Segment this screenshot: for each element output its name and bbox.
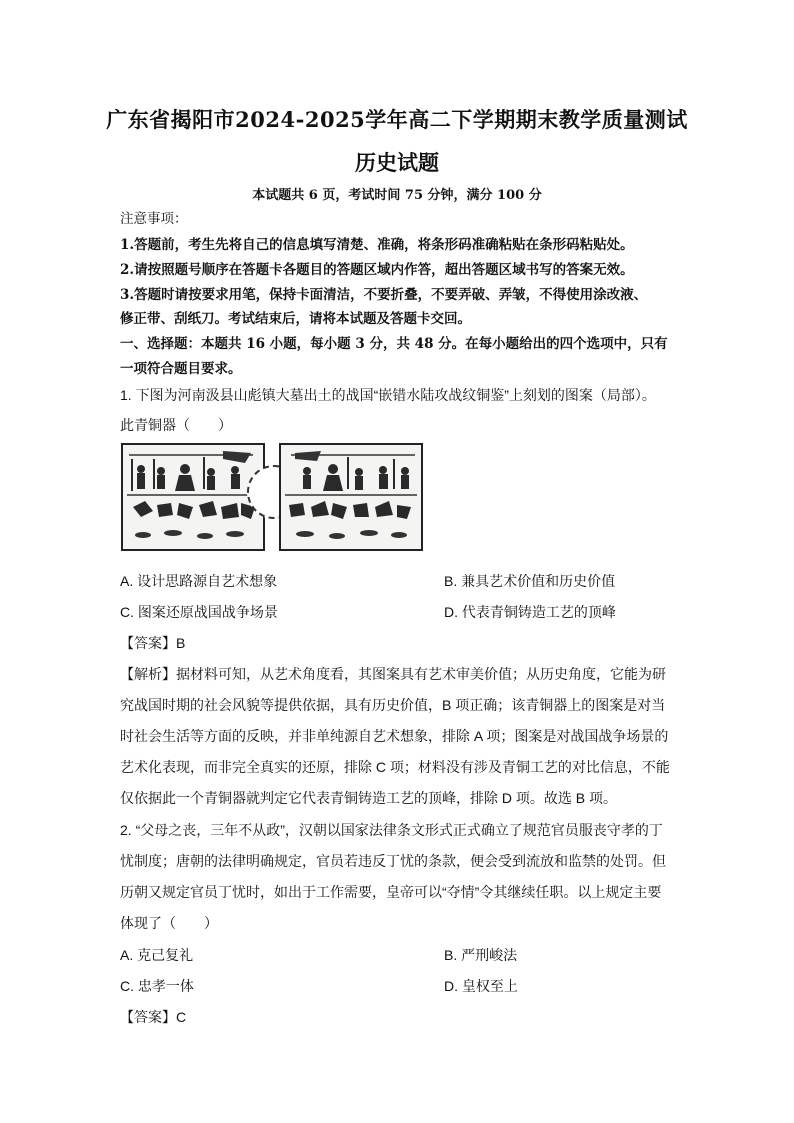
q2-option-c[interactable]: C. 忠孝一体 — [120, 978, 194, 994]
q1-answer: 【答案】B — [120, 635, 186, 651]
exam-meta: 本试题共 6 页，考试时间 75 分钟，满分 100 分 — [252, 188, 542, 203]
q1-analysis-line: 时社会生活等方面的反映，并非单纯源自艺术想象，排除 A 项；图案是对战国战争场景的 — [120, 728, 669, 744]
pattern-left-panel — [121, 443, 265, 551]
q1-option-c[interactable]: C. 图案还原战国战争场景 — [120, 604, 278, 620]
q2-option-d[interactable]: D. 皇权至上 — [444, 978, 518, 994]
q2-stem: 历朝又规定官员丁忧时，如出于工作需要，皇帝可以“夺情”令其继续任职。以上规定主要 — [120, 884, 662, 900]
q1-analysis-line: 【解析】据材料可知，从艺术角度看，其图案具有艺术审美价值；从历史角度，它能为研 — [120, 666, 666, 682]
bronze-pattern-image — [121, 443, 423, 547]
q1-analysis-line: 究战国时期的社会风貌等提供依据，具有历史价值，B 项正确；该青铜器上的图案是对当 — [120, 697, 666, 713]
section-heading: 一、选择题：本题共 16 小题，每小题 3 分，共 48 分。在每小题给出的四个选项中，只有 — [120, 336, 668, 352]
exam-subtitle: 历史试题 — [355, 150, 439, 175]
q1-option-b[interactable]: B. 兼具艺术价值和历史价值 — [444, 573, 616, 589]
q1-analysis-line: 仅依据此一个青铜器就判定它代表青铜铸造工艺的顶峰，排除 D 项。故选 B 项。 — [120, 790, 618, 806]
notice-heading: 注意事项： — [120, 211, 188, 227]
q2-option-b[interactable]: B. 严刑峻法 — [444, 947, 518, 963]
q2-option-a[interactable]: A. 克己复礼 — [120, 947, 194, 963]
q2-stem: 体现了（ ） — [120, 915, 218, 931]
notice-item: 2.请按照题号顺序在答题卡各题目的答题区域内作答，超出答题区域书写的答案无效。 — [120, 262, 634, 278]
q2-stem: 2. “父母之丧，三年不从政”，汉朝以国家法律条文形式正式确立了规范官员服丧守孝的丁 — [120, 822, 663, 838]
q1-option-d[interactable]: D. 代表青铜铸造工艺的顶峰 — [444, 604, 616, 620]
q1-stem-cont: 此青铜器（ ） — [120, 417, 232, 433]
q2-answer: 【答案】C — [120, 1009, 187, 1025]
q2-stem: 忧制度；唐朝的法律明确规定，官员若违反丁忧的条款，便会受到流放和监禁的处罚。但 — [120, 853, 666, 869]
q1-analysis-line: 艺术化表现，而非完全真实的还原，排除 C 项；材料没有涉及青铜工艺的对比信息，不能 — [120, 759, 670, 775]
notice-item: 1.答题前，考生先将自己的信息填写清楚、准确，将条形码准确粘贴在条形码粘贴处。 — [120, 237, 634, 253]
exam-title: 广东省揭阳市2024-2025学年高二下学期期末教学质量测试 — [106, 107, 688, 132]
section-heading-cont: 一项符合题目要求。 — [120, 361, 242, 377]
q1-option-a[interactable]: A. 设计思路源自艺术想象 — [120, 573, 278, 589]
notice-item: 修正带、刮纸刀。考试结束后，请将本试题及答题卡交回。 — [120, 311, 471, 327]
notice-item: 3.答题时请按要求用笔，保持卡面清洁，不要折叠，不要弄破、弄皱，不得使用涂改液、 — [120, 287, 648, 303]
q1-stem: 1. 下图为河南汲县山彪镇大墓出土的战国“嵌错水陆攻战纹铜鉴”上刻划的图案（局部）。 — [120, 387, 656, 403]
pattern-right-panel — [279, 443, 423, 551]
